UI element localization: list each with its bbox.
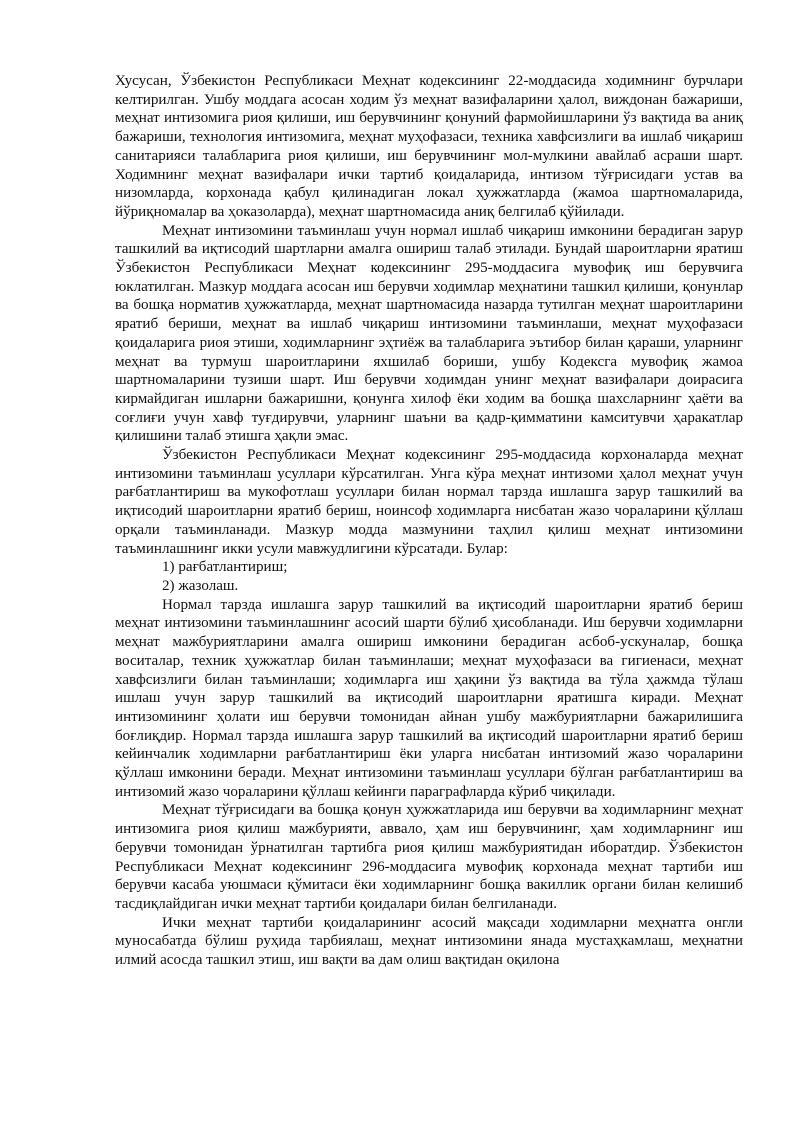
list-item: 1) рағбатлантириш; [162, 559, 288, 576]
list-item: 2) жазолаш. [162, 577, 239, 594]
paragraph: Ички меҳнат тартиби қоидаларининг асосий мақсади ходимларни меҳнатга онгли муносабатда бўлиш руҳида тарбиялаш, меҳнат интизомини янада мустаҳкамлаш, меҳнатни илмий асосда ташкил этиш, иш вақти ва дам олиш вақтидан оқилона [115, 914, 743, 969]
paragraph: Ўзбекистон Республикаси Меҳнат кодексининг 295-моддасида корхоналарда меҳнат интизомини таъминлаш усуллари кўрсатилган. Унга кўра меҳнат интизоми ҳалол меҳнат учун рағбатлантириш ва мукофотлаш усуллари билан нормал тарзда ишлашга зарур ташкилий ва иқтисодий шароитларни яратиб бериш, ноинсоф ходимларга нисбатан жазо чораларини қўллаш орқали таъминланади. Мазкур модда мазмунини таҳлил қилиш меҳнат интизомини таъминлашнинг икки усули мавжудлигини кўрсатади. Булар: [115, 447, 743, 557]
paragraph: Хусусан, Ўзбекистон Республикаси Меҳнат кодексининг 22-моддасида ходимнинг бурчлари келтирилган. Ушбу моддага асосан ходим ўз меҳнат вазифаларини ҳалол, виждонан бажариши, меҳнат интизомига риоя қилиши, иш берувчининг қонуний фармойишларини ўз вақтида ва аниқ бажариши, технология интизомига, меҳнат муҳофазаси, техника хавфсизлиги ва ишлаб чиқариш санитарияси талабларига риоя қилиши, иш берувчининг мол-мулкини авайлаб асраши шарт. Ходимнинг меҳнат вазифалари ички тартиб қоидаларида, интизом тўғрисидаги устав ва низомларда, корхонада қабул қилинадиган локал ҳужжатларда (жамоа шартномаларида, йўриқномалар ва ҳоказоларда), меҳнат шартномасида аниқ белгилаб қўйилади. [115, 73, 743, 220]
document-page [115, 72, 743, 970]
paragraph: Нормал тарзда ишлашга зарур ташкилий ва иқтисодий шароитларни яратиб бериш меҳнат интизомини таъминлашнинг асосий шарти бўлиб ҳисобланади. Иш берувчи ходимларни меҳнат мажбуриятларини амалга ошириш имконини берадиган асбоб-ускуналар, бошқа воситалар, техник ҳужжатлар билан таъминлаши; меҳнат муҳофазаси ва гигиенаси, меҳнат хавфсизлиги билан таъминлаши; ходимларга иш ҳақини ўз вақтида ва тўла ҳажмда тўлаш ишлаш учун зарур ташкилий ва иқтисодий шароитларни яратишга киради. Меҳнат интизомининг ҳолати иш берувчи томонидан айнан ушбу мажбуриятларни бажарилишига боғлиқдир. Нормал тарзда ишлашга зарур ташкилий ва иқтисодий шароитларни яратиб бериш кейинчалик ходимларни рағбатлантириш ёки уларга нисбатан интизомий жазо чораларини қўллаш имконини беради. Меҳнат интизомини таъминлаш усуллари бўлган рағбатлантириш ва интизомий жазо чораларини қўллаш кейинги параграфларда кўриб чиқилади. [115, 596, 743, 800]
paragraph: Меҳнат интизомини таъминлаш учун нормал ишлаб чиқариш имконини берадиган зарур ташкилий ва иқтисодий шартларни амалга ошириш талаб этилади. Бундай шароитларни яратиш Ўзбекистон Республикаси Меҳнат кодексининг 295-моддасига мувофиқ иш берувчига юклатилган. Мазкур моддага асосан иш берувчи ходимлар меҳнатини ташкил қилиши, қонунлар ва бошқа норматив ҳужжатларда, меҳнат шартномасида назарда тутилган меҳнат шароитларини яратиб бериши, меҳнат ва ишлаб чиқариш интизомини таъминлаши, меҳнат муҳофазаси қоидаларига риоя этиши, ходимларнинг эҳтиёж ва талабларига эътибор билан қараши, уларнинг меҳнат ва турмуш шароитларини яхшилаб бориши, ушбу Кодексга мувофиқ жамоа шартномаларини тузиши шарт. Иш берувчи ходимдан унинг меҳнат вазифалари доирасига кирмайдиган ишларни бажаришни, қонунга хилоф ёки ходим ва бошқа шахсларнинг ҳаёти ва соғлиғи учун хавф туғдирувчи, уларнинг шаъни ва қадр-қимматини камситувчи ҳаракатлар қилишини талаб этишга ҳақли эмас. [115, 222, 743, 445]
paragraph: Меҳнат тўғрисидаги ва бошқа қонун ҳужжатларида иш берувчи ва ходимларнинг меҳнат интизомига риоя қилиш мажбурияти, аввало, ҳам иш берувчининг, ҳам ходимларнинг иш берувчи томонидан ўрнатилган тартибга риоя қилиш мажбуриятидан иборатдир. Ўзбекистон Республикаси Меҳнат кодексининг 296-моддасига мувофиқ корхонада меҳнат тартиби иш берувчи касаба уюшмаси қўмитаси ёки ходимларнинг бошқа вакиллик органи билан келишиб тасдиқлайдиган ички меҳнат тартиби қоидалари билан белгиланади. [115, 802, 743, 912]
